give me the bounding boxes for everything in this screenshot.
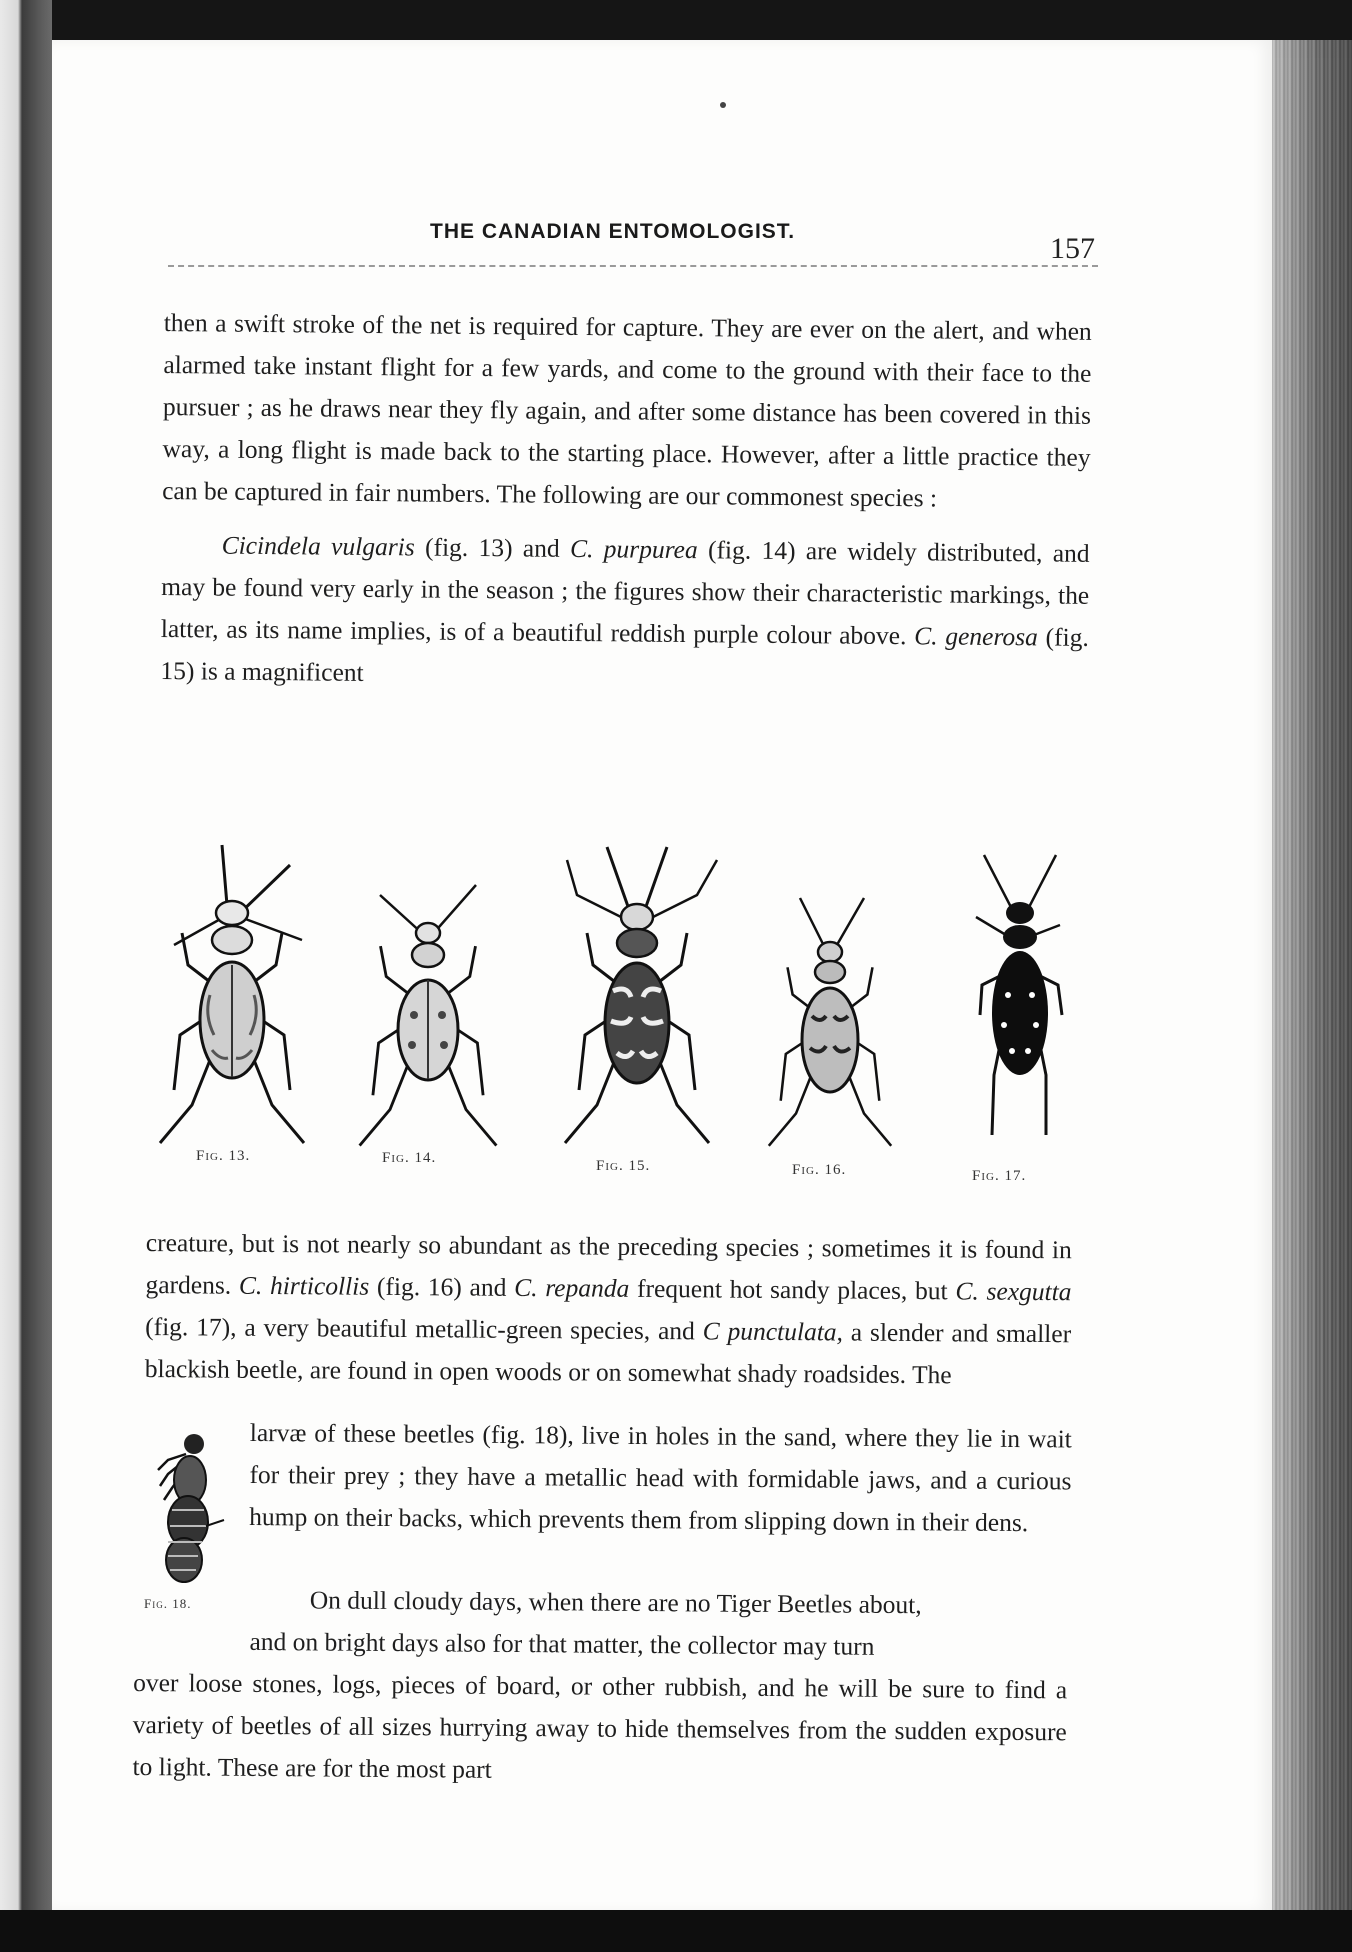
text-run: (fig. 13) and xyxy=(414,532,571,563)
text-run: a slender and smaller blackish beetle, are found in open woods or on somewhat shady roadsides. The xyxy=(144,1317,1072,1390)
beetle-fig-17 xyxy=(976,855,1062,1135)
beetle-illustrations xyxy=(140,820,1100,1180)
species-name: C. repanda xyxy=(514,1272,630,1303)
paragraph-2 xyxy=(160,524,1090,701)
species-name: C. sexgutta xyxy=(955,1276,1072,1307)
text-run: creature, but is not nearly so abundant as the preceding species ; sometimes it is found in gardens. xyxy=(145,1227,1072,1300)
caption-fig-17: Fig. 17. xyxy=(972,1168,1027,1184)
paragraph-5-rest: over loose stones, logs, pieces of board, or other rubbish, and he will be sure to find a variety of beetles of all sizes hurrying away to hide themselves from the sudden exposure to light. These are for the most part xyxy=(132,1667,1068,1784)
page-number: 157 xyxy=(1050,232,1095,265)
beetle-fig-13 xyxy=(160,845,304,1143)
text-run: frequent hot sandy places, but xyxy=(629,1273,956,1306)
species-name: C punctulata, xyxy=(702,1316,844,1347)
page-edge-shade xyxy=(1272,40,1352,1912)
caption-fig-15: Fig. 15. xyxy=(596,1158,651,1174)
caption-fig-14: Fig. 14. xyxy=(382,1150,437,1166)
speck xyxy=(720,102,726,108)
beetle-fig-16 xyxy=(769,898,891,1146)
paragraph-4: larvæ of these beetles (fig. 18), live in holes in the sand, where they lie in wait for their prey ; they have a metallic head with formidable jaws, and a curious hump on their backs, which prevents them from slipping down in their dens. xyxy=(249,1417,1072,1538)
text-block-last xyxy=(132,1578,1068,1795)
species-name: C. hirticollis xyxy=(238,1270,370,1301)
book-gutter xyxy=(0,0,52,1952)
paragraph-5-line-2: and on bright days also for that matter, the collector may turn xyxy=(249,1626,875,1661)
species-name: C. generosa xyxy=(914,621,1039,652)
text-run: (fig. 16) and xyxy=(369,1271,515,1302)
caption-fig-16: Fig. 16. xyxy=(792,1162,847,1178)
beetle-fig-15 xyxy=(565,847,717,1143)
running-head: THE CANADIAN ENTOMOLOGIST. xyxy=(430,220,796,243)
species-name: C. purpurea xyxy=(569,533,698,565)
text-block-larva xyxy=(249,1412,1072,1544)
text-run: (fig. 15) is a magnificent xyxy=(160,622,1089,687)
header-rule xyxy=(168,265,1098,267)
text-run: (fig. 14) are widely distributed, and may be found very early in the season ; the figures show their characteristic markings, the latter, as its name implies, is of a beautiful reddish purple colour above. xyxy=(160,535,1090,651)
paragraph-5-line-1: On dull cloudy days, when there are no Tiger Beetles about, xyxy=(309,1585,922,1620)
paragraph-1: then a swift stroke of the net is required for capture. They are ever on the alert, and when alarmed take instant flight for a few yards, and come to the ground with their face to the pursuer ; as he draws near they fly again, and after some distance has been covered in this way, a long flight is made back to the starting place. However, after a little practice they can be captured in fair numbers. The following are our commonest species : xyxy=(162,307,1092,513)
scan-bottom-border xyxy=(0,1910,1352,1952)
text-block-top xyxy=(160,302,1092,701)
species-name: Cicindela vulgaris xyxy=(221,530,415,562)
beetle-plate xyxy=(140,820,1100,1184)
larva-illustration xyxy=(138,1430,248,1590)
text-run: (fig. 17), a very beautiful metallic-green species, and xyxy=(145,1311,703,1346)
caption-fig-18: Fig. 18. xyxy=(144,1596,192,1611)
text-block-bottom xyxy=(145,1222,1072,1397)
paragraph-3 xyxy=(145,1222,1072,1397)
caption-fig-13: Fig. 13. xyxy=(196,1148,251,1164)
beetle-fig-14 xyxy=(360,885,497,1146)
